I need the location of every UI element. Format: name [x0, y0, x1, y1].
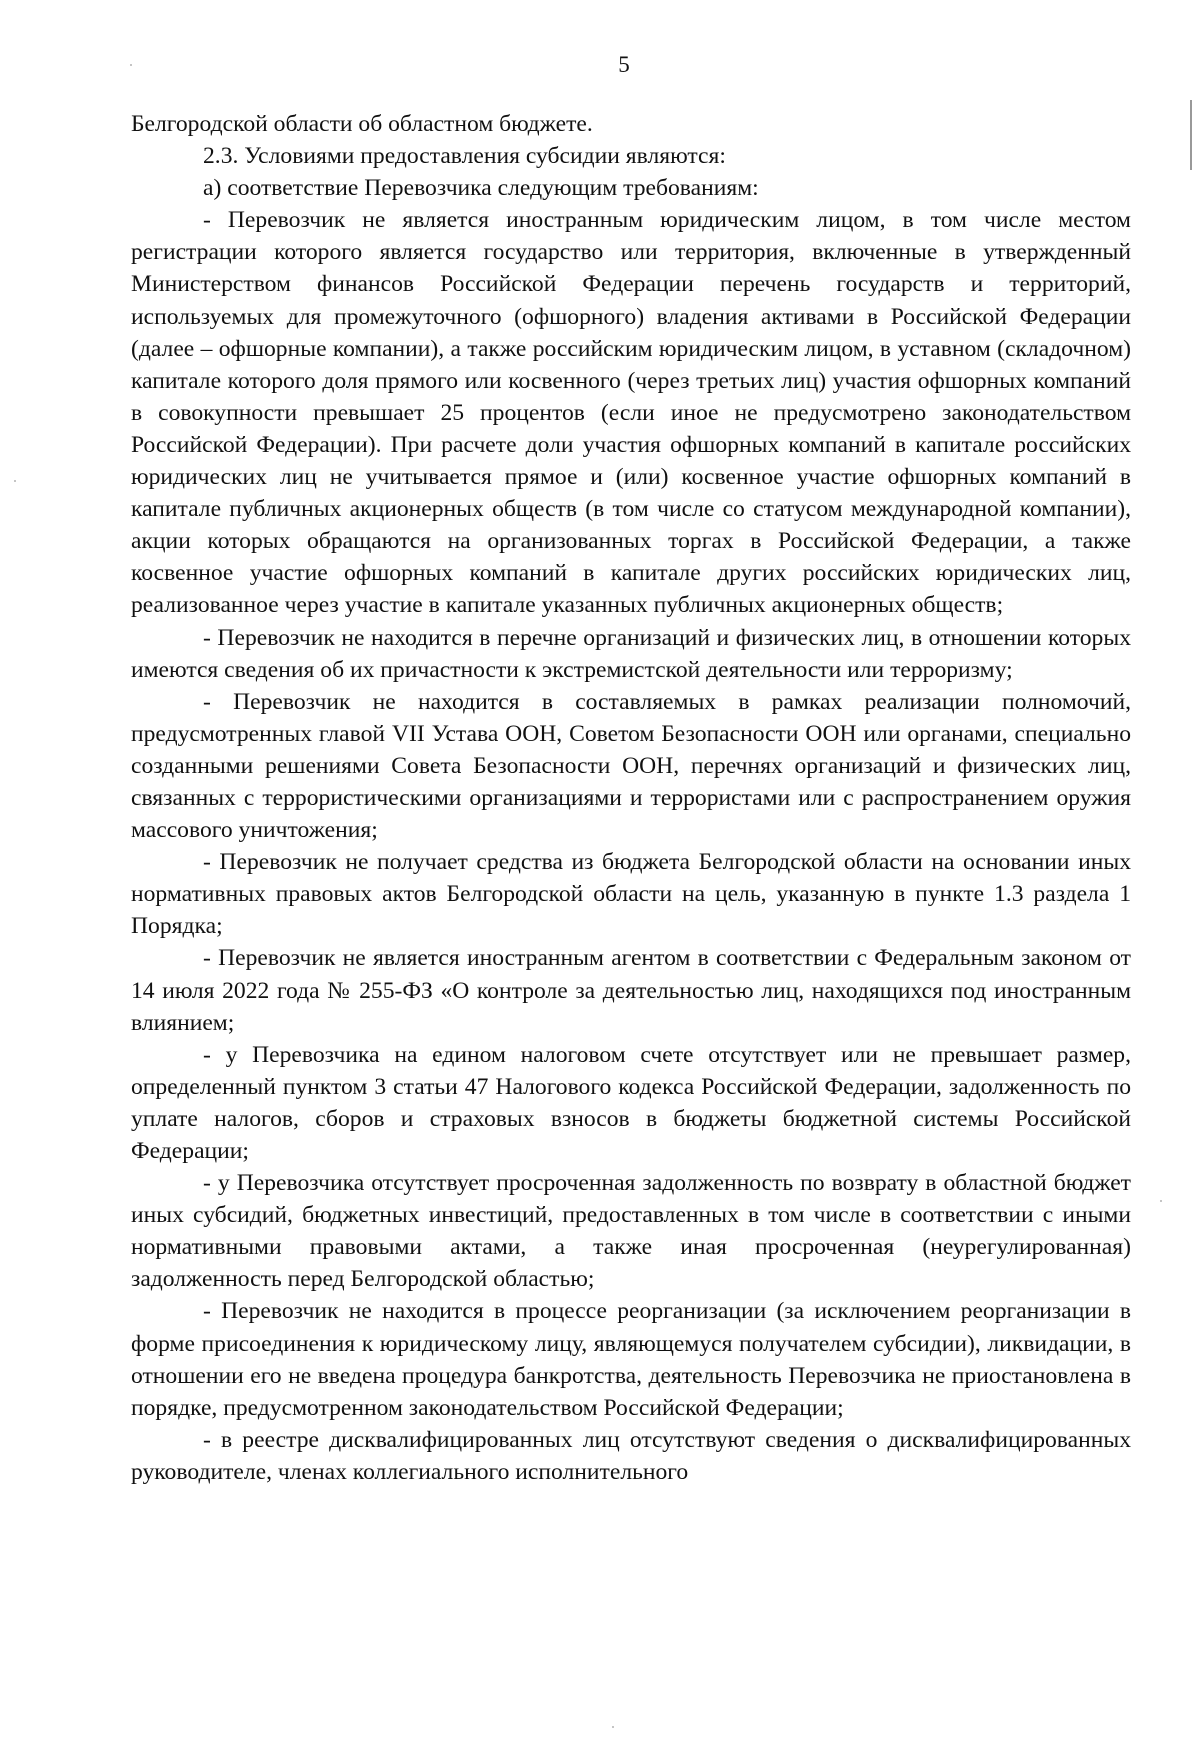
paragraph-section-2-3: 2.3. Условиями предоставления субсидии являются: [203, 143, 726, 170]
scan-speck [14, 480, 16, 482]
scan-speck [1160, 1200, 1162, 1202]
paragraph-tax-debt-requirement: - у Перевозчика на едином налоговом счете отсутствует или не превышает размер, определенный пунктом 3 статьи 47 Налогового кодекса Российской Федерации, задолженность по уплате налогов, сборов и страховых взносов в бюджеты бюджетной системы Российской Федерации; [131, 1041, 1131, 1164]
page-number: 5 [618, 52, 630, 77]
paragraph-foreign-agent-requirement: - Перевозчик не является иностранным агентом в соответствии с Федеральным законом от 14 июля 2022 года № 255-ФЗ «О контроле за деятельностью лиц, находящихся под иностранным влиянием; [131, 945, 1131, 1036]
paragraph-un-sanctions-requirement: - Перевозчик не находится в составляемых в рамках реализации полномочий, предусмотренных главой VII Устава ООН, Советом Безопасности ООН или органами, специально созданными решениями Совета Безопасности ООН, перечнях организаций и физических лиц, связанных с террористическими организациями и террористами или с распространением оружия массового уничтожения; [131, 688, 1131, 844]
scan-speck [612, 1726, 614, 1728]
paragraph-budget-continuation: Белгородской области об областном бюджете. [131, 111, 593, 137]
paragraph-other-budget-funds-requirement: - Перевозчик не получает средства из бюджета Белгородской области на основании иных нормативных правовых актов Белгородской области на цель, указанную в пункте 1.3 раздела 1 Порядка; [131, 849, 1131, 940]
paragraph-offshore-requirement: - Перевозчик не является иностранным юридическим лицом, в том числе местом регистрации которого является государство или территория, включенные в утвержденный Министерством финансов Российской Федерации перечень государств и территорий, используемых для промежуточного (офшорного) владения активами в Российской Федерации (далее – офшорные компании), а также российским юридическим лицом, в уставном (складочном) капитале которого доля прямого или косвенного (через третьих лиц) участия офшорных компаний в совокупности превышает 25 процентов (если иное не предусмотрено законодательством Российской Федерации). При расчете доли участия офшорных компаний в капитале российских юридических лиц не учитывается прямое и (или) косвенное участие офшорных компаний в капитале публичных акционерных обществ (в том числе со статусом международной компании), акции которых обращаются на организованных торгах в Российской Федерации, а также косвенное участие офшорных компаний в капитале других российских юридических лиц, реализованное через участие в капитале указанных публичных акционерных обществ; [131, 207, 1131, 619]
paragraph-item-a: а) соответствие Перевозчика следующим требованиям: [203, 175, 759, 202]
paragraph-overdue-debt-requirement: - у Перевозчика отсутствует просроченная задолженность по возврату в областной бюджет иных субсидий, бюджетных инвестиций, предоставленных в том числе в соответствии с иными нормативными правовыми актами, а также иная просроченная (неурегулированная) задолженность перед Белгородской областью; [131, 1170, 1131, 1293]
paragraph-disqualified-persons-requirement: - в реестре дисквалифицированных лиц отсутствуют сведения о дисквалифицированных руководителе, членах коллегиального исполнительного [131, 1426, 1131, 1485]
paragraph-reorganization-requirement: - Перевозчик не находится в процессе реорганизации (за исключением реорганизации в форме присоединения к юридическому лицу, являющемуся получателем субсидии), ликвидации, в отношении его не введена процедура банкротства, деятельность Перевозчика не приостановлена в порядке, предусмотренном законодательством Российской Федерации; [131, 1298, 1131, 1421]
document-body [131, 108, 1131, 1488]
paragraph-extremism-requirement: - Перевозчик не находится в перечне организаций и физических лиц, в отношении которых имеются сведения об их причастности к экстремистской деятельности или терроризму; [131, 624, 1131, 683]
scan-speck [130, 64, 132, 66]
scan-edge-mark [1190, 100, 1192, 170]
